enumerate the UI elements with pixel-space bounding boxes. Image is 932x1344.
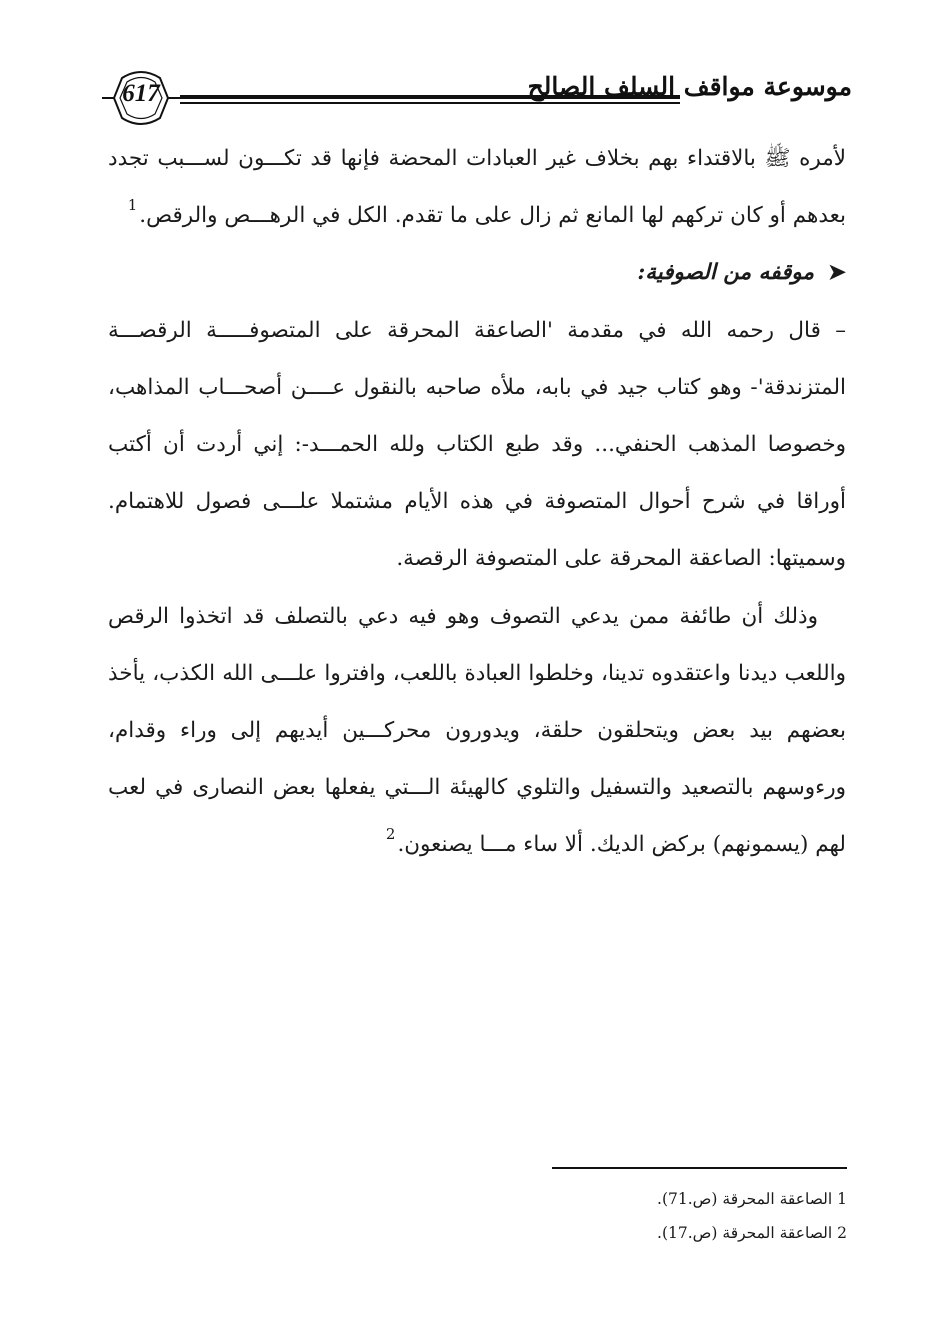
paragraph-2: [108, 302, 846, 588]
footnote-separator: [552, 1167, 847, 1169]
header-rule-thin: [180, 102, 680, 104]
paragraph-text: وذلك أن طائفة ممن يدعي التصوف وهو فيه دعي بالتصلف قد اتخذوا الرقص واللعب ديدنا واعتقدوه تدينا، وخلطوا العبادة باللعب، وافتروا علـــى الله الكذب، يأخذ بعضهم بيد بعض ويتحلقون حلقة، ويدورون محركـــين أيديهم إلى وراء وقدام، ورءوسهم بالتصعيد والتسفيل والتلوي كالهيئة الـــتي يفعلها بعض النصارى في لعب لهم (يسمونهم) بركض الديك. ألا ساء مـــا يصنعون.: [108, 603, 846, 858]
paragraph-1: [108, 130, 846, 244]
section-heading: [108, 244, 846, 301]
main-text: [108, 130, 846, 874]
page-number-badge: [100, 68, 182, 128]
footnote-text: الصاعقة المحرقة (ص.17).: [657, 1224, 833, 1242]
footnote-number: 2: [837, 1224, 847, 1242]
page-header: [100, 68, 852, 136]
footnote-2: [552, 1216, 847, 1250]
heading-text: موقفه من الصوفية:: [637, 260, 814, 286]
footnotes: [552, 1182, 847, 1250]
arrow-bullet-icon: ➤: [827, 260, 846, 286]
paragraph-text: لأمره ﷺ بالاقتداء بهم بخلاف غير العبادات المحضة فإنها قد تكـــون لســـبب تجدد بعدهم أو كان تركهم لها المانع ثم زال على ما تقدم. الكل في الرهـــص والرقص.: [108, 146, 846, 229]
footnote-ref: 2: [385, 825, 396, 844]
page-number: 617: [122, 80, 160, 107]
book-title: موسوعة مواقف السلف الصالح: [527, 72, 852, 101]
footnote-number: 1: [837, 1190, 847, 1208]
footnote-ref: 1: [127, 196, 138, 215]
footnote-text: الصاعقة المحرقة (ص.71).: [657, 1190, 833, 1208]
footnote-1: [552, 1182, 847, 1216]
paragraph-text: – قال رحمه الله في مقدمة 'الصاعقة المحرقة على المتصوفـــــة الرقصـــة المتزندقة'- وهو كتاب جيد في بابه، ملأه صاحبه بالنقول عــــن أصحـــاب المذاهب، وخصوصا المذهب الحنفي... وقد طبع الكتاب ولله الحمـــد-: إني أردت أن أكتب أوراقا في شرح أحوال المتصوفة في هذه الأيام مشتملا علـــى فصول للاهتمام. وسميتها: الصاعقة المحرقة على المتصوفة الرقصة.: [108, 317, 846, 572]
paragraph-3: [108, 588, 846, 874]
